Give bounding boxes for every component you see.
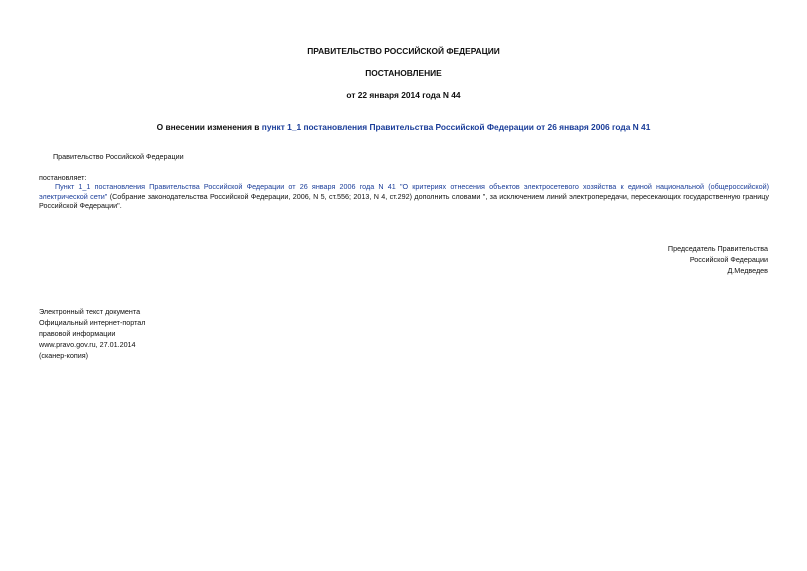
source-line-1: Электронный текст документа xyxy=(39,307,141,316)
source-line-2: Официальный интернет-портал xyxy=(39,318,146,327)
paragraph-referenced-decree-link[interactable]: Пункт 1_1 постановления Правительства Российской Федерации от 26 января 2006 года N 41 "О критериях отнесения объектов электросетевого хозяйства к единой национальной (общероссийской) электрической сети" xyxy=(39,182,769,201)
signatory-name: Д.Медведев xyxy=(727,266,768,275)
main-paragraph xyxy=(39,182,769,211)
government-heading: ПРАВИТЕЛЬСТВО РОССИЙСКОЙ ФЕДЕРАЦИИ xyxy=(307,46,500,56)
document-title-prefix: О внесении изменения в xyxy=(156,122,262,132)
signatory-position-line1: Председатель Правительства xyxy=(667,244,768,253)
title-referenced-decree-link[interactable]: пункт 1_1 постановления Правительства Российской Федерации от 26 января 2006 года N 41 xyxy=(261,122,651,132)
source-line-3: правовой информации xyxy=(39,329,116,338)
document-type-heading: ПОСТАНОВЛЕНИЕ xyxy=(365,68,442,78)
source-line-4: www.pravo.gov.ru, 27.01.2014 xyxy=(39,340,136,349)
signatory-position-line2: Российской Федерации xyxy=(689,255,768,264)
document-title xyxy=(0,122,807,132)
source-note xyxy=(39,306,145,361)
paragraph-text: (Собрание законодательства Российской Федерации, 2006, N 5, ст.556; 2013, N 4, ст.292) дополнить словами ", за исключением линий электропередачи, пересекающих государственную границу Российской Федерации". xyxy=(39,191,769,211)
intro-text: Правительство Российской Федерации xyxy=(53,152,184,161)
decree-word: постановляет: xyxy=(39,173,87,182)
source-line-5: (сканер-копия) xyxy=(39,351,89,360)
document-date-number: от 22 января 2014 года N 44 xyxy=(346,90,461,100)
signature-block xyxy=(668,243,768,276)
